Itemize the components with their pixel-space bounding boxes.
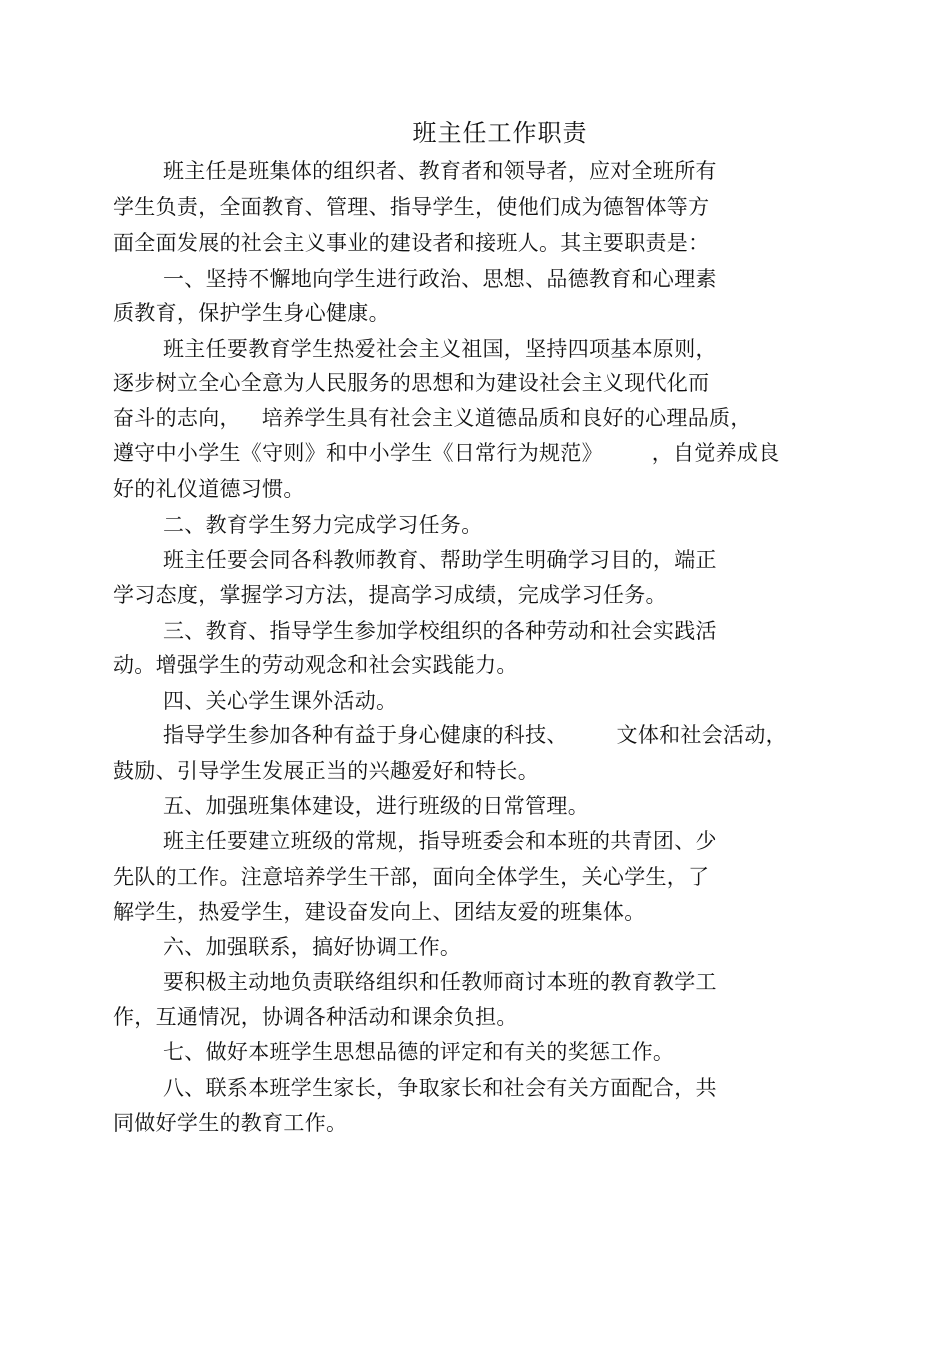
text-line: 班主任要会同各科教师教育、帮助学生明确学习目的，端正 — [163, 548, 717, 572]
text-line: 指导学生参加各种有益于身心健康的科技、 文体和社会活动， — [163, 723, 787, 747]
text-line: 学习态度，掌握学习方法，提高学习成绩，完成学习任务。 — [113, 583, 667, 607]
text-line: 班主任是班集体的组织者、教育者和领导者，应对全班所有 — [163, 159, 717, 183]
text-line: 六、加强联系，搞好协调工作。 — [163, 935, 462, 959]
text-line: 逐步树立全心全意为人民服务的思想和为建设社会主义现代化而 — [113, 371, 710, 395]
text-line: 要积极主动地负责联络组织和任教师商讨本班的教育教学工 — [163, 970, 717, 994]
text-line: 四、关心学生课外活动。 — [163, 689, 398, 713]
text-line: 好的礼仪道德习惯。 — [113, 477, 305, 501]
text-line: 先队的工作。注意培养学生干部，面向全体学生，关心学生，了 — [113, 865, 710, 889]
text-line: 三、教育、指导学生参加学校组织的各种劳动和社会实践活 — [163, 619, 717, 643]
text-line: 八、联系本班学生家长，争取家长和社会有关方面配合，共 — [163, 1076, 717, 1100]
text-line: 解学生，热爱学生，建设奋发向上、团结友爱的班集体。 — [113, 900, 646, 924]
text-line: 二、教育学生努力完成学习任务。 — [163, 513, 483, 537]
text-line: 学生负责，全面教育、管理、指导学生，使他们成为德智体等方 — [113, 195, 710, 219]
text-line: 一、坚持不懈地向学生进行政治、思想、品德教育和心理素 — [163, 267, 717, 291]
text-line: 鼓励、引导学生发展正当的兴趣爱好和特长。 — [113, 759, 539, 783]
text-line: 面全面发展的社会主义事业的建设者和接班人。其主要职责是： — [113, 231, 710, 255]
text-line: 班主任要建立班级的常规，指导班委会和本班的共青团、少 — [163, 829, 717, 853]
text-line: 奋斗的志向， 培养学生具有社会主义道德品质和良好的心理品质， — [113, 406, 752, 430]
page-title: 班主任工作职责 — [412, 119, 588, 147]
text-line: 作，互通情况，协调各种活动和课余负担。 — [113, 1005, 518, 1029]
text-line: 同做好学生的教育工作。 — [113, 1111, 348, 1135]
text-line: 遵守中小学生《守则》和中小学生《日常行为规范》 ，自觉养成良 — [113, 441, 780, 465]
text-line: 七、做好本班学生思想品德的评定和有关的奖惩工作。 — [163, 1040, 675, 1064]
text-line: 质教育，保护学生身心健康。 — [113, 301, 390, 325]
text-line: 班主任要教育学生热爱社会主义祖国，坚持四项基本原则， — [163, 337, 717, 361]
text-line: 动。增强学生的劳动观念和社会实践能力。 — [113, 653, 518, 677]
text-line: 五、加强班集体建设，进行班级的日常管理。 — [163, 794, 589, 818]
